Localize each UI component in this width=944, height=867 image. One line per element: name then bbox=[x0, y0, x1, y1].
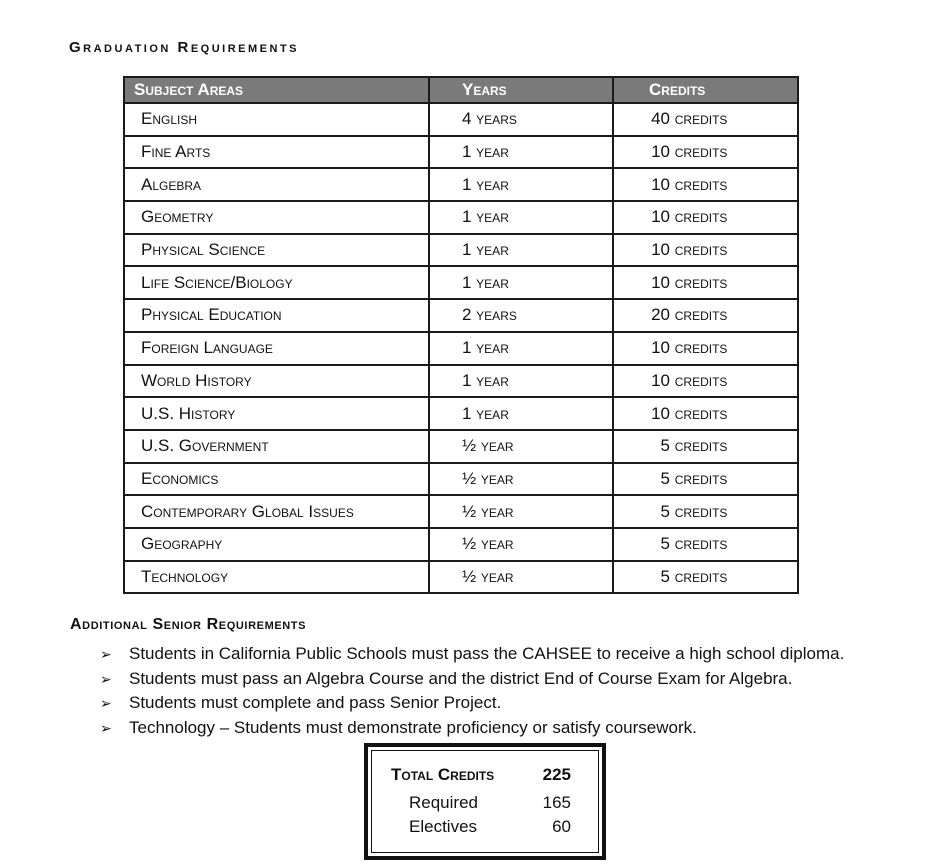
years-cell: 1 year bbox=[429, 266, 613, 299]
years-cell: 4 years bbox=[429, 103, 613, 136]
credits-cell bbox=[613, 266, 798, 299]
subject-cell: Fine Arts bbox=[124, 136, 429, 169]
subject-cell: Algebra bbox=[124, 168, 429, 201]
credits-cell bbox=[613, 299, 798, 332]
total-credits-label: Total Credits bbox=[391, 765, 495, 784]
credits-unit: credits bbox=[674, 468, 728, 488]
arrow-bullet-icon: ➢ bbox=[100, 695, 112, 711]
subject-cell: Foreign Language bbox=[124, 332, 429, 365]
years-cell: ½ year bbox=[429, 495, 613, 528]
arrow-bullet-icon: ➢ bbox=[100, 670, 112, 687]
subject-cell: Technology bbox=[124, 561, 429, 594]
years-cell: 1 year bbox=[429, 168, 613, 201]
credits-unit: credits bbox=[674, 370, 728, 390]
total-credits-value: 225 bbox=[542, 765, 571, 784]
credits-number: 10 bbox=[651, 174, 670, 194]
table-row bbox=[124, 528, 798, 561]
table-header-row bbox=[124, 77, 798, 103]
credits-number: 10 bbox=[651, 142, 670, 162]
credits-number: 20 bbox=[651, 305, 670, 325]
credits-unit: credits bbox=[674, 207, 728, 227]
credits-number: 5 bbox=[660, 436, 670, 456]
table-row bbox=[124, 266, 798, 299]
credits-cell bbox=[613, 234, 798, 267]
credits-number: 10 bbox=[651, 338, 670, 358]
subject-cell: U.S. Government bbox=[124, 430, 429, 463]
credits-number: 10 bbox=[651, 272, 670, 292]
table-row bbox=[124, 430, 798, 463]
credits-cell bbox=[613, 201, 798, 234]
credits-unit: credits bbox=[674, 109, 728, 129]
credits-number: 10 bbox=[651, 403, 670, 423]
years-cell: 1 year bbox=[429, 201, 613, 234]
years-cell: 2 years bbox=[429, 299, 613, 332]
credits-cell bbox=[613, 136, 798, 169]
years-cell: ½ year bbox=[429, 430, 613, 463]
credits-unit: credits bbox=[674, 566, 728, 586]
required-credits-value: 165 bbox=[542, 793, 571, 812]
years-cell: 1 year bbox=[429, 332, 613, 365]
credits-unit: credits bbox=[674, 240, 728, 260]
arrow-bullet-icon: ➢ bbox=[100, 719, 112, 736]
subject-cell: Economics bbox=[124, 463, 429, 496]
list-item bbox=[100, 642, 844, 667]
subject-cell: U.S. History bbox=[124, 397, 429, 430]
subject-cell: Life Science/Biology bbox=[124, 266, 429, 299]
subject-cell: Physical Science bbox=[124, 234, 429, 267]
credits-number: 40 bbox=[651, 109, 670, 129]
credits-cell bbox=[613, 103, 798, 136]
requirements-table bbox=[123, 76, 799, 594]
table-row bbox=[124, 136, 798, 169]
table-row bbox=[124, 201, 798, 234]
credits-number: 10 bbox=[651, 240, 670, 260]
list-item bbox=[100, 667, 844, 692]
years-cell: ½ year bbox=[429, 528, 613, 561]
electives-credits-value: 60 bbox=[552, 817, 571, 836]
table-row bbox=[124, 561, 798, 594]
credits-unit: credits bbox=[674, 142, 728, 162]
total-credits-inner bbox=[371, 750, 599, 853]
electives-credits-label: Electives bbox=[409, 817, 478, 836]
subject-cell: Contemporary Global Issues bbox=[124, 495, 429, 528]
credits-number: 5 bbox=[660, 566, 670, 586]
table-row bbox=[124, 168, 798, 201]
credits-unit: credits bbox=[674, 436, 728, 456]
credits-cell bbox=[613, 365, 798, 398]
subject-cell: English bbox=[124, 103, 429, 136]
table-row bbox=[124, 103, 798, 136]
credits-number: 5 bbox=[660, 468, 670, 488]
credits-cell bbox=[613, 430, 798, 463]
credits-cell bbox=[613, 168, 798, 201]
list-item-text: Students in California Public Schools must pass the CAHSEE to receive a high school diploma. bbox=[129, 644, 845, 663]
table-row bbox=[124, 234, 798, 267]
subject-cell: World History bbox=[124, 365, 429, 398]
years-cell: 1 year bbox=[429, 397, 613, 430]
credits-unit: credits bbox=[674, 305, 728, 325]
years-cell: ½ year bbox=[429, 463, 613, 496]
credits-cell bbox=[613, 561, 798, 594]
credits-unit: credits bbox=[674, 272, 728, 292]
list-item bbox=[100, 691, 844, 716]
credits-cell bbox=[613, 528, 798, 561]
additional-requirements-title: Additional Senior Requirements bbox=[70, 616, 307, 633]
years-cell: ½ year bbox=[429, 561, 613, 594]
credits-cell bbox=[613, 332, 798, 365]
total-credits-box bbox=[364, 743, 606, 860]
credits-number: 10 bbox=[651, 207, 670, 227]
credits-number: 5 bbox=[660, 501, 670, 521]
table-row bbox=[124, 495, 798, 528]
years-cell: 1 year bbox=[429, 136, 613, 169]
subject-cell: Geography bbox=[124, 528, 429, 561]
list-item-text: Students must pass an Algebra Course and the district End of Course Exam for Algebra. bbox=[129, 668, 793, 688]
page-title: Graduation Requirements bbox=[69, 39, 300, 56]
credits-cell bbox=[613, 463, 798, 496]
years-cell: 1 year bbox=[429, 234, 613, 267]
arrow-bullet-icon: ➢ bbox=[100, 646, 112, 662]
table-row bbox=[124, 365, 798, 398]
credits-cell bbox=[613, 495, 798, 528]
table-row bbox=[124, 299, 798, 332]
header-years: Years bbox=[429, 77, 613, 103]
credits-number: 10 bbox=[651, 370, 670, 390]
list-item bbox=[100, 716, 844, 741]
credits-unit: credits bbox=[674, 174, 728, 194]
table-row bbox=[124, 332, 798, 365]
credits-cell bbox=[613, 397, 798, 430]
credits-unit: credits bbox=[674, 501, 728, 521]
subject-cell: Physical Education bbox=[124, 299, 429, 332]
subject-cell: Geometry bbox=[124, 201, 429, 234]
years-cell: 1 year bbox=[429, 365, 613, 398]
header-credits: Credits bbox=[613, 77, 798, 103]
credits-unit: credits bbox=[674, 534, 728, 554]
header-subject-areas: Subject Areas bbox=[124, 77, 429, 103]
table-row bbox=[124, 463, 798, 496]
additional-requirements-list bbox=[100, 642, 844, 740]
credits-unit: credits bbox=[674, 338, 728, 358]
credits-number: 5 bbox=[660, 534, 670, 554]
credits-unit: credits bbox=[674, 403, 728, 423]
requirements-table-body bbox=[124, 103, 798, 593]
required-credits-label: Required bbox=[409, 793, 478, 812]
list-item-text: Technology – Students must demonstrate proficiency or satisfy coursework. bbox=[129, 717, 697, 737]
list-item-text: Students must complete and pass Senior Project. bbox=[129, 693, 502, 712]
table-row bbox=[124, 397, 798, 430]
